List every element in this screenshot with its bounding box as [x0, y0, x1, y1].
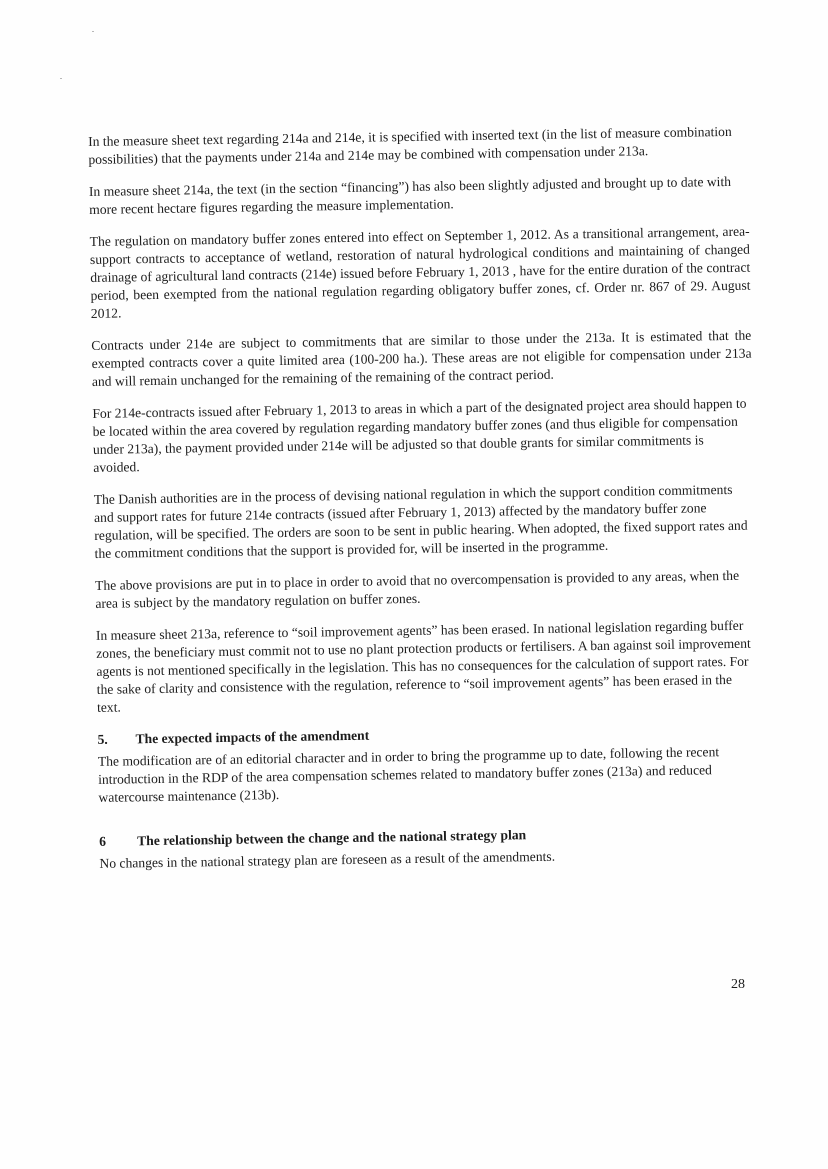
- paragraph-soil-improvement: In measure sheet 213a, reference to “soil improvement agents” has been erased. In national legislation regarding buffer zones, the beneficiary must commit not to use no plant protection products or fertilisers. A ban against soil improvement agents is not mentioned specifically in the legislation. This has no consequences for the calculation of support rates. For the sake of clarity and consistence with the regulation, reference to “soil improvement agents” has been erased in the text.: [95, 617, 751, 715]
- section-6-title: The relationship between the change and the national strategy plan: [137, 827, 527, 849]
- section-5-title: The expected impacts of the amendment: [135, 727, 370, 747]
- paragraph-contracts-after-feb: For 214e-contracts issued after February 1, 2013 to areas in which a part of the designated project area should happen to be located within the area covered by regulation regarding mandatory buffer zones (and thus eligible for compensation under 213a), the payment provided under 214e will be adjusted so that double grants for similar commitments is avoided.: [92, 395, 747, 475]
- scan-speck: [92, 31, 94, 32]
- section-6-body: No changes in the national strategy plan are foreseen as a result of the amendments.: [99, 848, 556, 871]
- page-number: 28: [731, 977, 745, 992]
- section-5-body: The modification are of an editorial character and in order to bring the programme up to date, following the recent introduction in the RDP of the area compensation schemes related to mandatory buffer zones (213a) and reduced watercourse maintenance (213b).: [97, 744, 720, 805]
- paragraph-buffer-zones-regulation: The regulation on mandatory buffer zones entered into effect on September 1, 2012. As a transitional arrangement, area-support contracts to acceptance of wetland, restoration of natural hydrological conditions and maintaining of changed drainage of agricultural land contracts (214e) issued before February 1, 2013 , have for the entire duration of the contract period, been exempted from the national regulation regarding obligatory buffer zones, cf. Order nr. 867 of 29. August 2012.: [89, 223, 751, 321]
- paragraph-danish-authorities: The Danish authorities are in the process of devising national regulation in which the support condition commitments and support rates for future 214e contracts (issued after February 1, 2013) affected by the mandatory buffer zone regulation, will be specified. The orders are soon to be sent in public hearing. When adopted, the fixed support rates and the commitment conditions that the support is provided for, will be inserted in the programme.: [93, 481, 748, 561]
- section-5-number: 5.: [97, 731, 108, 747]
- document-body: [88, 123, 760, 887]
- paragraph-contracts-214e: Contracts under 214e are subject to commitments that are similar to those under the 213a. It is estimated that the exempted contracts cover a quite limited area (100-200 ha.). These areas are not eligible for compensation under 213a and will remain unchanged for the remaining of the remaining of the contract period.: [91, 327, 752, 389]
- section-6-number: 6: [99, 833, 107, 849]
- paragraph-overcompensation: The above provisions are put in to place in order to avoid that no overcompensation is provided to any areas, when the area is subject by the mandatory regulation on buffer zones.: [94, 567, 740, 611]
- paragraph-combination: In the measure sheet text regarding 214a and 214e, it is specified with inserted text (in the list of measure combination possibilities) that the payments under 214a and 214e may be combined with compensation under 213a.: [88, 123, 732, 167]
- paragraph-financing: In measure sheet 214a, the text (in the section “financing”) has also been slightly adjusted and brought up to date with more recent hectare figures regarding the measure implementation.: [88, 173, 732, 217]
- scan-speck: [60, 78, 62, 79]
